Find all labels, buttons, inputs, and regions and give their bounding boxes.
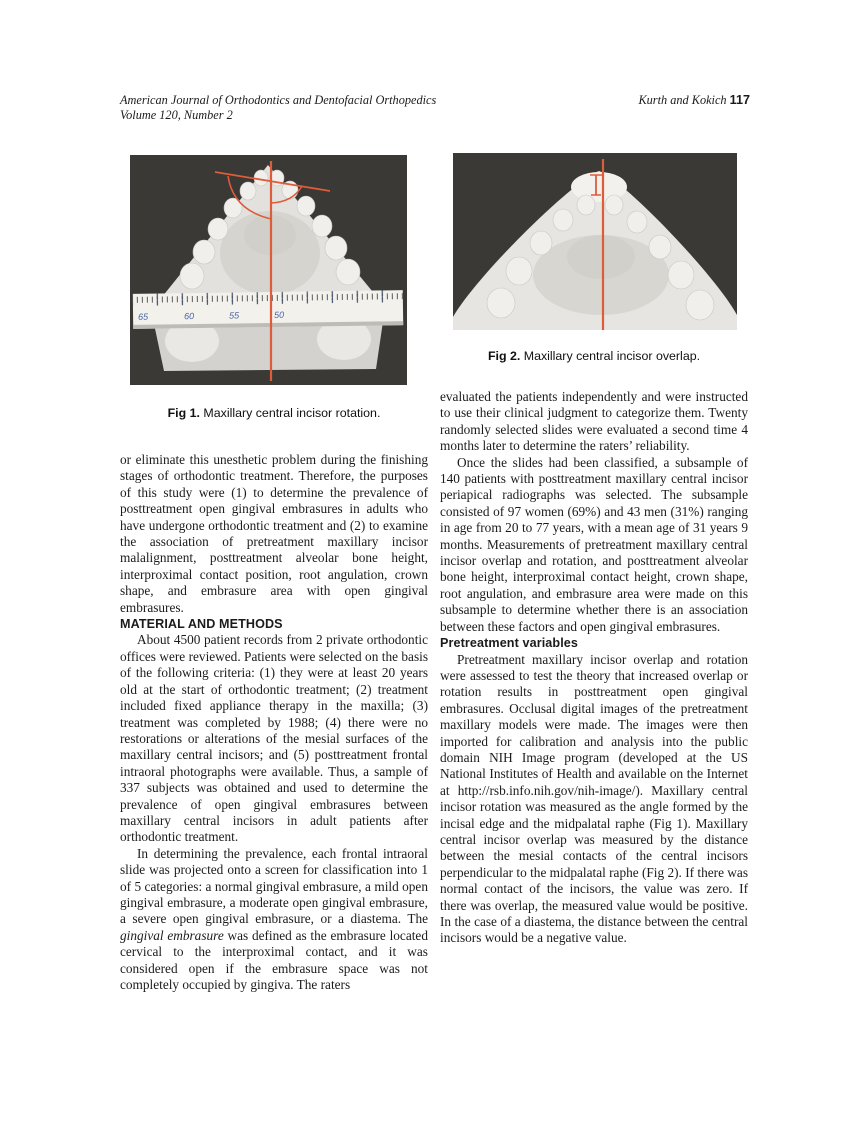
paragraph: Pretreatment maxillary incisor overlap and rotation were assessed to test the theory that increased overlap or rotation results in posttreatment open gingival embrasures. Occlusal digital images of the pretreatment maxillary models were made. The images were then imported for calibration and analysis into the public domain NIH Image program (developed at the US National Institutes of Health and available on the Internet at http://rsb.info.nih.gov/nih-image/). Maxillary central incisor rotation was measured as the angle formed by the incisal edge and the midpalatal raphe (Fig 1). Maxillary central incisor overlap was measured by the distance between the mesial contacts of the central incisors perpendicular to the midpalatal raphe (Fig 2). If there was normal contact of the incisors, the value was zero. If there was overlap, the measured value would be positive. In the case of a diastema, the distance between the central incisors would be a negative value.	[440, 651, 748, 946]
fig2-dental-cast-photo	[453, 153, 737, 330]
figure-1-image	[130, 155, 407, 385]
paragraph: Once the slides had been classified, a subsample of 140 patients with posttreatment maxillary central incisor periapical radiographs was selected. The subsample consisted of 97 women (69%) and 43 men (31%) ranging in age from 20 to 77 years, with a mean age of 31 years 9 months. Measurements of pretreatment maxillary central incisor overlap and rotation, and posttreatment alveolar bone height, interproximal contact height, crown shape, root angulation, and embrasure area were made on this subsample to determine whether there is an association between these factors and open gingival embrasures.	[440, 454, 748, 634]
ruler-number: 60	[184, 311, 195, 322]
left-column	[120, 452, 428, 993]
fig1-dental-cast-photo	[130, 155, 407, 385]
paragraph: About 4500 patient records from 2 private orthodontic offices were reviewed. Patients were selected on the basis of the following criteria: (1) they were at least 20 years old at the start of orthodontic treatment; (2) treatment included fixed appliance therapy in the maxilla; (3) treatment was completed by 1988; (4) there were no restorations or alterations of the mesial surfaces of the maxillary central incisors; and (5) posttreatment frontal intraoral photographs were available. Thus, a sample of 337 subjects was obtained and used to determine the prevalence of open gingival embrasures between maxillary central incisors in adult patients after orthodontic treatment.	[120, 632, 428, 845]
journal-title: American Journal of Orthodontics and Dentofacial Orthopedics	[120, 93, 437, 107]
figure-1-label: Fig 1.	[167, 406, 200, 420]
emphasized-term: gingival embrasure	[120, 927, 224, 943]
ruler	[133, 290, 403, 329]
figure-2-label: Fig 2.	[487, 349, 521, 363]
figure-2-image	[453, 153, 737, 330]
paragraph: or eliminate this unesthetic problem during the finishing stages of orthodontic treatment. Therefore, the purposes of this study were (1) to determine the prevalence of posttreatment open gingival embrasures in adults who have undergone orthodontic treatment and (2) to examine the association of pretreatment maxillary incisor malalignment, posttreatment alveolar bone height, interproximal contact position, root angulation, crown shape, and embrasure area with open gingival embrasures.	[120, 452, 428, 615]
journal-volume: Volume 120, Number 2	[120, 108, 233, 122]
subsection-heading-pretreatment-variables: Pretreatment variables	[440, 636, 579, 651]
running-authors: Kurth and Kokich	[638, 93, 727, 107]
journal-identification	[120, 93, 436, 123]
page-number: 117	[729, 93, 750, 107]
ruler-number: 65	[138, 311, 149, 322]
running-head	[638, 93, 750, 108]
ruler-number: 50	[273, 309, 285, 320]
paragraph: In determining the prevalence, each frontal intraoral slide was projected onto a screen for classification into 1 of 5 categories: a normal gingival embrasure, a mild open gingival embrasure, a moderate open gingival embrasure, a severe open gingival embrasure, or a diastema. The gingival embrasure was defined as the embrasure located cervical to the interproximal contact, and it was considered open if the embrasure space was not completely occupied by gingiva. The raters	[120, 845, 428, 992]
ruler-number: 55	[229, 310, 240, 321]
figure-1-caption: Fig 1. Maxillary central incisor rotation.	[167, 406, 381, 420]
paragraph: evaluated the patients independently and were instructed to use their clinical judgment to categorize them. Twenty randomly selected slides were evaluated a second time 4 months later to determine the raters’ reliability.	[440, 389, 748, 454]
page-header	[120, 93, 750, 123]
section-heading-material-and-methods: MATERIAL AND METHODS	[120, 617, 283, 632]
right-column	[440, 389, 748, 947]
figure-2-caption: Fig 2. Maxillary central incisor overlap.	[487, 349, 701, 363]
